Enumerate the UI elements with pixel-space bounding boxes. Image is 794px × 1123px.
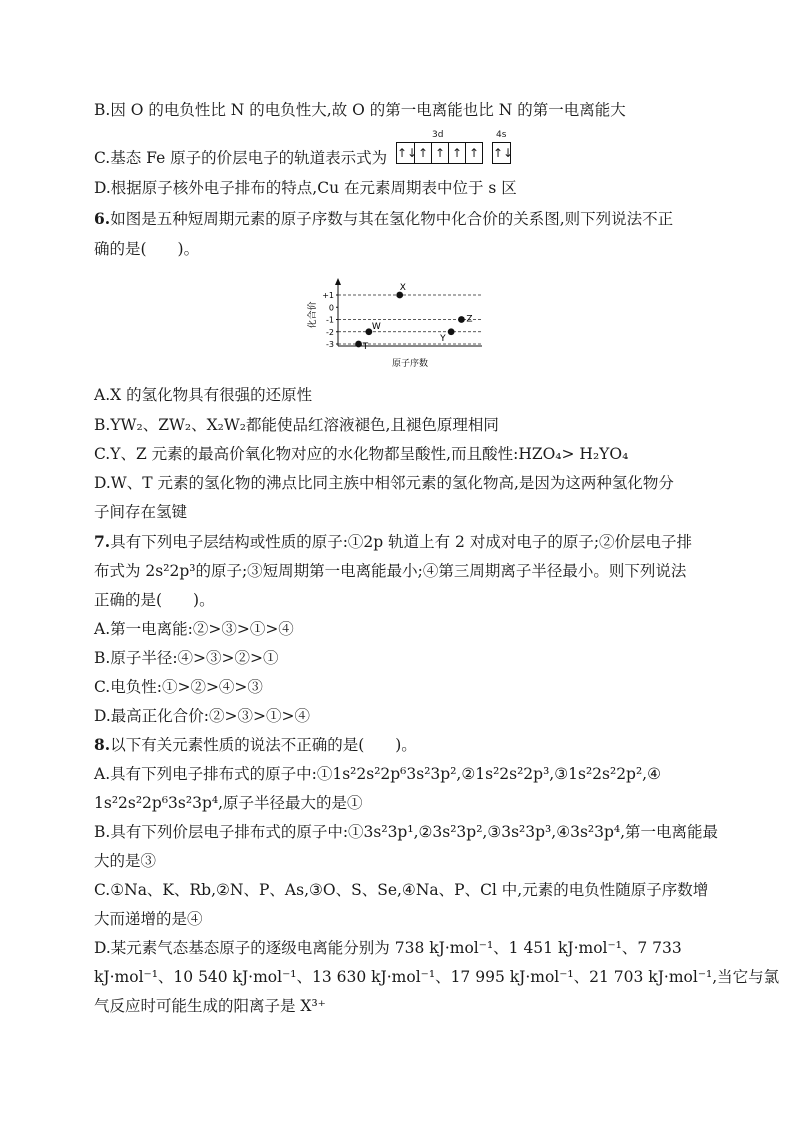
q7-option-b: B.原子半径:④>③>②>①: [94, 649, 279, 667]
orbital-3d-box-2: ↑: [431, 143, 448, 163]
q6-option-a: A.X 的氢化物具有很强的还原性: [94, 386, 313, 404]
q7-option-c: C.电负性:①>②>④>③: [94, 678, 263, 696]
point-label-w: W: [371, 321, 381, 332]
data-point-t: [355, 341, 362, 348]
orbital-4s-boxes: [492, 142, 514, 164]
point-label-z: Z: [466, 314, 473, 325]
orbital-3d-box-0: ↑↓: [397, 146, 418, 160]
q6-number: 6.: [94, 209, 111, 228]
y-tick-label: -2: [326, 327, 334, 337]
q7-stem-line2: 布式为 2s²2p³的原子;③短周期第一电离能最小;④第三周期离子半径最小。则下列说法: [94, 562, 687, 580]
q7-number: 7.: [94, 532, 111, 551]
x-axis-label: 原子序数: [391, 359, 429, 369]
y-axis-arrow: [335, 278, 341, 285]
y-tick-label: -1: [326, 315, 334, 325]
q8-option-a-line2: 1s²2s²2p⁶3s²3p⁴,原子半径最大的是①: [94, 794, 363, 812]
y-tick-label: 0: [328, 303, 334, 313]
q5-option-b: B.因 O 的电负性比 N 的电负性大,故 O 的第一电离能也比 N 的第一电离能大: [94, 101, 626, 119]
q8-option-d-line2: kJ·mol⁻¹、10 540 kJ·mol⁻¹、13 630 kJ·mol⁻¹、17 995 kJ·mol⁻¹、21 703 kJ·mol⁻¹,当它与氯: [94, 968, 780, 986]
q6-option-d-line1: D.W、T 元素的氢化物的沸点比同主族中相邻元素的氢化物高,是因为这两种氢化物分: [94, 474, 674, 492]
q8-number: 8.: [94, 735, 111, 754]
point-label-t: T: [362, 342, 369, 352]
q8-option-d-line1: D.某元素气态基态原子的逐级电离能分别为 738 kJ·mol⁻¹、1 451 kJ·mol⁻¹、7 733: [94, 939, 682, 957]
orbital-3d-boxes: [396, 142, 483, 164]
y-tick-label: -3: [326, 340, 334, 349]
orbital-3d-box-1: ↑: [414, 143, 431, 163]
point-label-x: X: [399, 283, 406, 293]
q6-stem1: 如图是五种短周期元素的原子序数与其在氢化物中化合价的关系图,则下列说法不正: [110, 210, 674, 228]
orbital-3d-box-4: ↑: [465, 143, 482, 163]
q8-option-b-line1: B.具有下列价层电子排布式的原子中:①3s²3p¹,②3s²3p²,③3s²3p³,④3s²3p⁴,第一电离能最: [94, 823, 719, 841]
valence-chart: [304, 277, 494, 369]
q8-option-c-line1: C.①Na、K、Rb,②N、P、As,③O、S、Se,④Na、P、Cl 中,元素的电负性随原子序数增: [94, 881, 709, 899]
q5-option-c: C.基态 Fe 原子的价层电子的轨道表示式为: [94, 149, 388, 167]
orbital-4s-label: 4s: [496, 130, 507, 140]
q7-stem-line1: [94, 532, 692, 552]
y-axis-label: 化合价: [308, 301, 318, 329]
q7-option-d: D.最高正化合价:②>③>①>④: [94, 707, 310, 725]
orbital-3d-box-3: ↑: [448, 143, 465, 163]
data-point-y: [448, 328, 455, 335]
q7-option-a: A.第一电离能:②>③>①>④: [94, 620, 294, 638]
q6-option-b: B.YW₂、ZW₂、X₂W₂都能使品红溶液褪色,且褪色原理相同: [94, 416, 499, 434]
orbital-4s-box-0: ↑↓: [493, 146, 514, 160]
q8-stem: 以下有关元素性质的说法不正确的是( )。: [110, 736, 417, 754]
q7-stem-line3: 正确的是( )。: [94, 591, 215, 609]
q8-option-b-line2: 大的是③: [94, 852, 157, 870]
q5-option-d: D.根据原子核外电子排布的特点,Cu 在元素周期表中位于 s 区: [94, 179, 517, 197]
q6-option-c: C.Y、Z 元素的最高价氧化物对应的水化物都呈酸性,而且酸性:HZO₄> H₂YO₄: [94, 445, 629, 463]
orbital-3d-label: 3d: [432, 130, 444, 140]
q8-option-a-line1: A.具有下列电子排布式的原子中:①1s²2s²2p⁶3s²3p²,②1s²2s²2p³,③1s²2s²2p²,④: [94, 765, 662, 783]
q8-stem-line: [94, 735, 417, 755]
q6-stem-line1: [94, 209, 673, 229]
q6-stem-line2: 确的是( )。: [94, 240, 200, 258]
q8-option-d-line3: 气反应时可能生成的阳离子是 X³⁺: [94, 997, 326, 1015]
data-point-z: [458, 316, 465, 323]
q6-option-d-line2: 子间存在氢键: [94, 503, 188, 521]
point-label-y: Y: [440, 333, 446, 344]
q8-option-c-line2: 大而递增的是④: [94, 910, 203, 928]
q7-stem1: 具有下列电子层结构或性质的原子:①2p 轨道上有 2 对成对电子的原子;②价层电子排: [110, 533, 693, 551]
y-tick-label: +1: [322, 291, 334, 300]
